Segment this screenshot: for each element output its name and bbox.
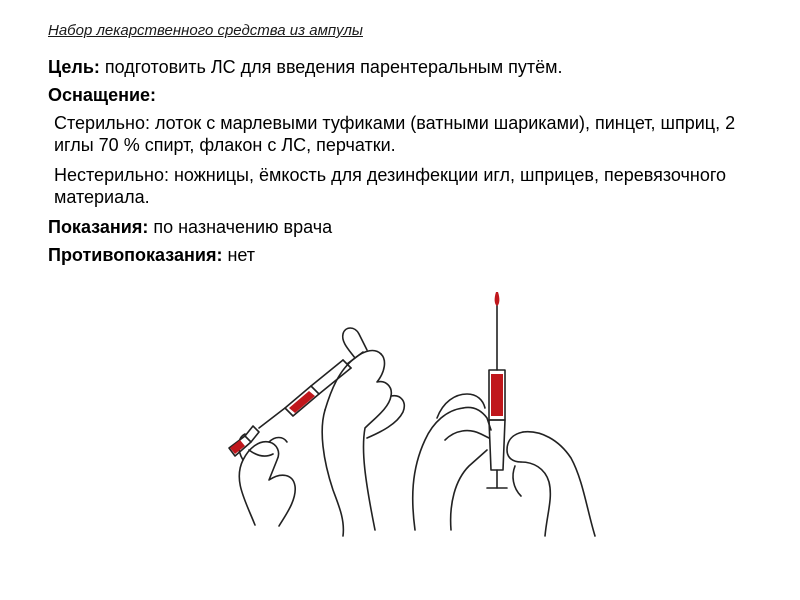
equipment-label: Оснащение: <box>48 85 157 105</box>
left-syringe-drawing <box>259 352 363 428</box>
right-syringe-liquid <box>491 374 503 416</box>
contraindications-text: нет <box>222 245 256 265</box>
contraindications-paragraph <box>48 244 748 266</box>
contraindications-label: Противопоказания: <box>48 245 223 265</box>
sterile-paragraph: Стерильно: лоток с марлевыми туфиками (ватными шариками), пинцет, шприц, 2 иглы 70 % спирт, флакон с ЛС, перчатки. <box>54 113 736 155</box>
slide-title: Набор лекарственного средства из ампулы <box>48 22 363 39</box>
goal-text: подготовить ЛС для введения парентеральным путём. <box>99 57 563 77</box>
syringe-ampoule-illustration <box>215 290 605 540</box>
right-left-hand-drawing <box>413 394 491 530</box>
nonsterile-paragraph: Нестерильно: ножницы, ёмкость для дезинфекции игл, шприцев, перевязочного материала. <box>54 165 727 207</box>
right-right-hand-drawing <box>507 432 595 536</box>
indications-paragraph <box>48 216 748 238</box>
indications-label: Показания: <box>48 217 149 237</box>
goal-paragraph <box>48 56 748 78</box>
left-second-hand-drawing <box>322 328 404 536</box>
left-hand-ampoule-drawing <box>239 434 295 526</box>
indications-text: по назначению врача <box>148 217 333 237</box>
needle-drop <box>495 292 500 306</box>
slide-body <box>48 56 748 272</box>
goal-label: Цель: <box>48 57 100 77</box>
equipment-paragraph <box>48 84 748 106</box>
